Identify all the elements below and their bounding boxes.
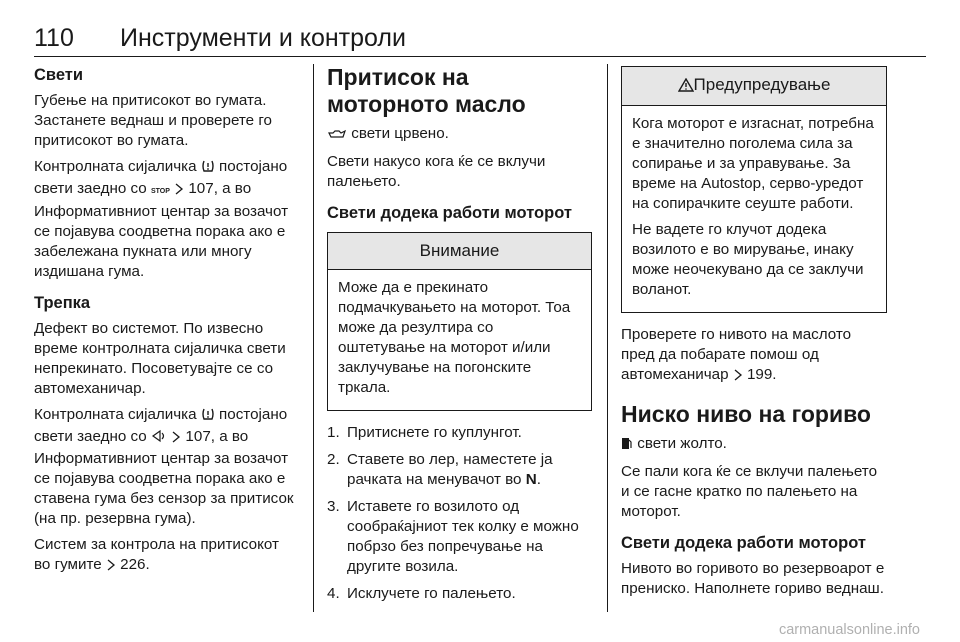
paragraph: Нивото во горивото во резервоарот е прениско. Наполнете гориво веднаш. (621, 560, 885, 597)
warning-icon (678, 77, 694, 97)
warning-text: Не вадете го клучот додека возилото е во мирување, инаку може неочекувано да се заклучи воланот. (632, 221, 864, 298)
paragraph: Дефект во системот. По извесно време контролната сијаличка свети непрекинато. Посоветувајте се со автомеханичар. (34, 320, 286, 397)
warning-text: Кога моторот е изгаснат, потребна е значително поголема сила за сопирање и за управување. За време на Autostop, серво-уредот на сопирачките сеуште работи. (632, 115, 874, 212)
watermark: carmanualsonline.info (778, 622, 920, 638)
tire-pressure-icon (201, 159, 215, 179)
cross-reference-icon (174, 181, 184, 201)
section-subheading: Свети додека работи моторот (621, 534, 866, 552)
paragraph: Контролната сијаличка постојано свети заедно со 107, а во Информативниот центар за возачот се појавува соодветна порака ако е ставена гума без сензор за притисок (на пр. резервна гума). (34, 406, 294, 527)
page-header (34, 22, 926, 57)
caution-text: Може да е прекинато подмачкувањето на моторот. Тоа може да резултира со оштетување на моторот и/или заклучување на погонските тркала. (338, 279, 571, 396)
column-divider (607, 64, 608, 612)
section-title: Притисок на моторното масло (327, 64, 526, 117)
cross-reference-icon (733, 367, 743, 387)
paragraph: Проверете го нивото на маслото пред да побарате помош од автомеханичар 199. (621, 325, 887, 387)
section-subheading: Свети додека работи моторот (327, 204, 572, 222)
section-title: Ниско ниво на гориво (621, 401, 871, 427)
paragraph: Се пали кога ќе се вклучи палењето и се гасне кратко по палењето на моторот. (621, 463, 878, 520)
caution-box-title: Внимание (328, 233, 591, 270)
paragraph: свети црвено. (327, 124, 592, 146)
column-left (34, 64, 296, 583)
page-number: 110 (34, 24, 74, 52)
column-middle (327, 64, 592, 611)
column-right (621, 64, 887, 605)
paragraph: Контролната сијаличка постојано свети заедно со STOP 107, а во Информативниот центар за возачот се појавува соодветна порака ако е забележана пукната или многу издишана гума. (34, 158, 289, 280)
chapter-title: Инструменти и контроли (120, 24, 406, 52)
list-item: 3. Иставете го возилото од сообраќајниот тек колку е можно побрзо без попречување на другите возила. (327, 498, 579, 575)
cross-reference-icon (171, 429, 181, 449)
steps-list (327, 423, 592, 604)
paragraph: Свети накусо кога ќе се вклучи палењето. (327, 153, 546, 190)
warning-box-title: Предупредување (622, 67, 886, 106)
warning-box (621, 66, 887, 313)
section-heading: Свети (34, 66, 84, 84)
caution-box (327, 232, 592, 411)
cross-reference-icon (106, 557, 116, 577)
list-item: 4. Исклучете го палењето. (327, 585, 516, 602)
column-divider (313, 64, 314, 612)
tire-pressure-icon (201, 407, 215, 427)
paragraph: Губење на притисокот во гумата. Застанете веднаш и проверете го притисокот во гумата. (34, 92, 272, 149)
paragraph: Систем за контрола на притисокот во гумите 226. (34, 535, 296, 577)
section-heading: Трепка (34, 294, 91, 312)
oil-can-icon (327, 126, 347, 146)
list-item: 1. Притиснете го куплунгот. (327, 424, 522, 441)
fuel-pump-icon (621, 436, 633, 456)
list-item: 2. Ставете во лер, наместете ја рачката на менувачот во N. (327, 451, 553, 488)
paragraph: свети жолто. (621, 434, 887, 456)
warning-triangle-icon (151, 429, 167, 449)
stop-icon: STOP (150, 188, 170, 195)
